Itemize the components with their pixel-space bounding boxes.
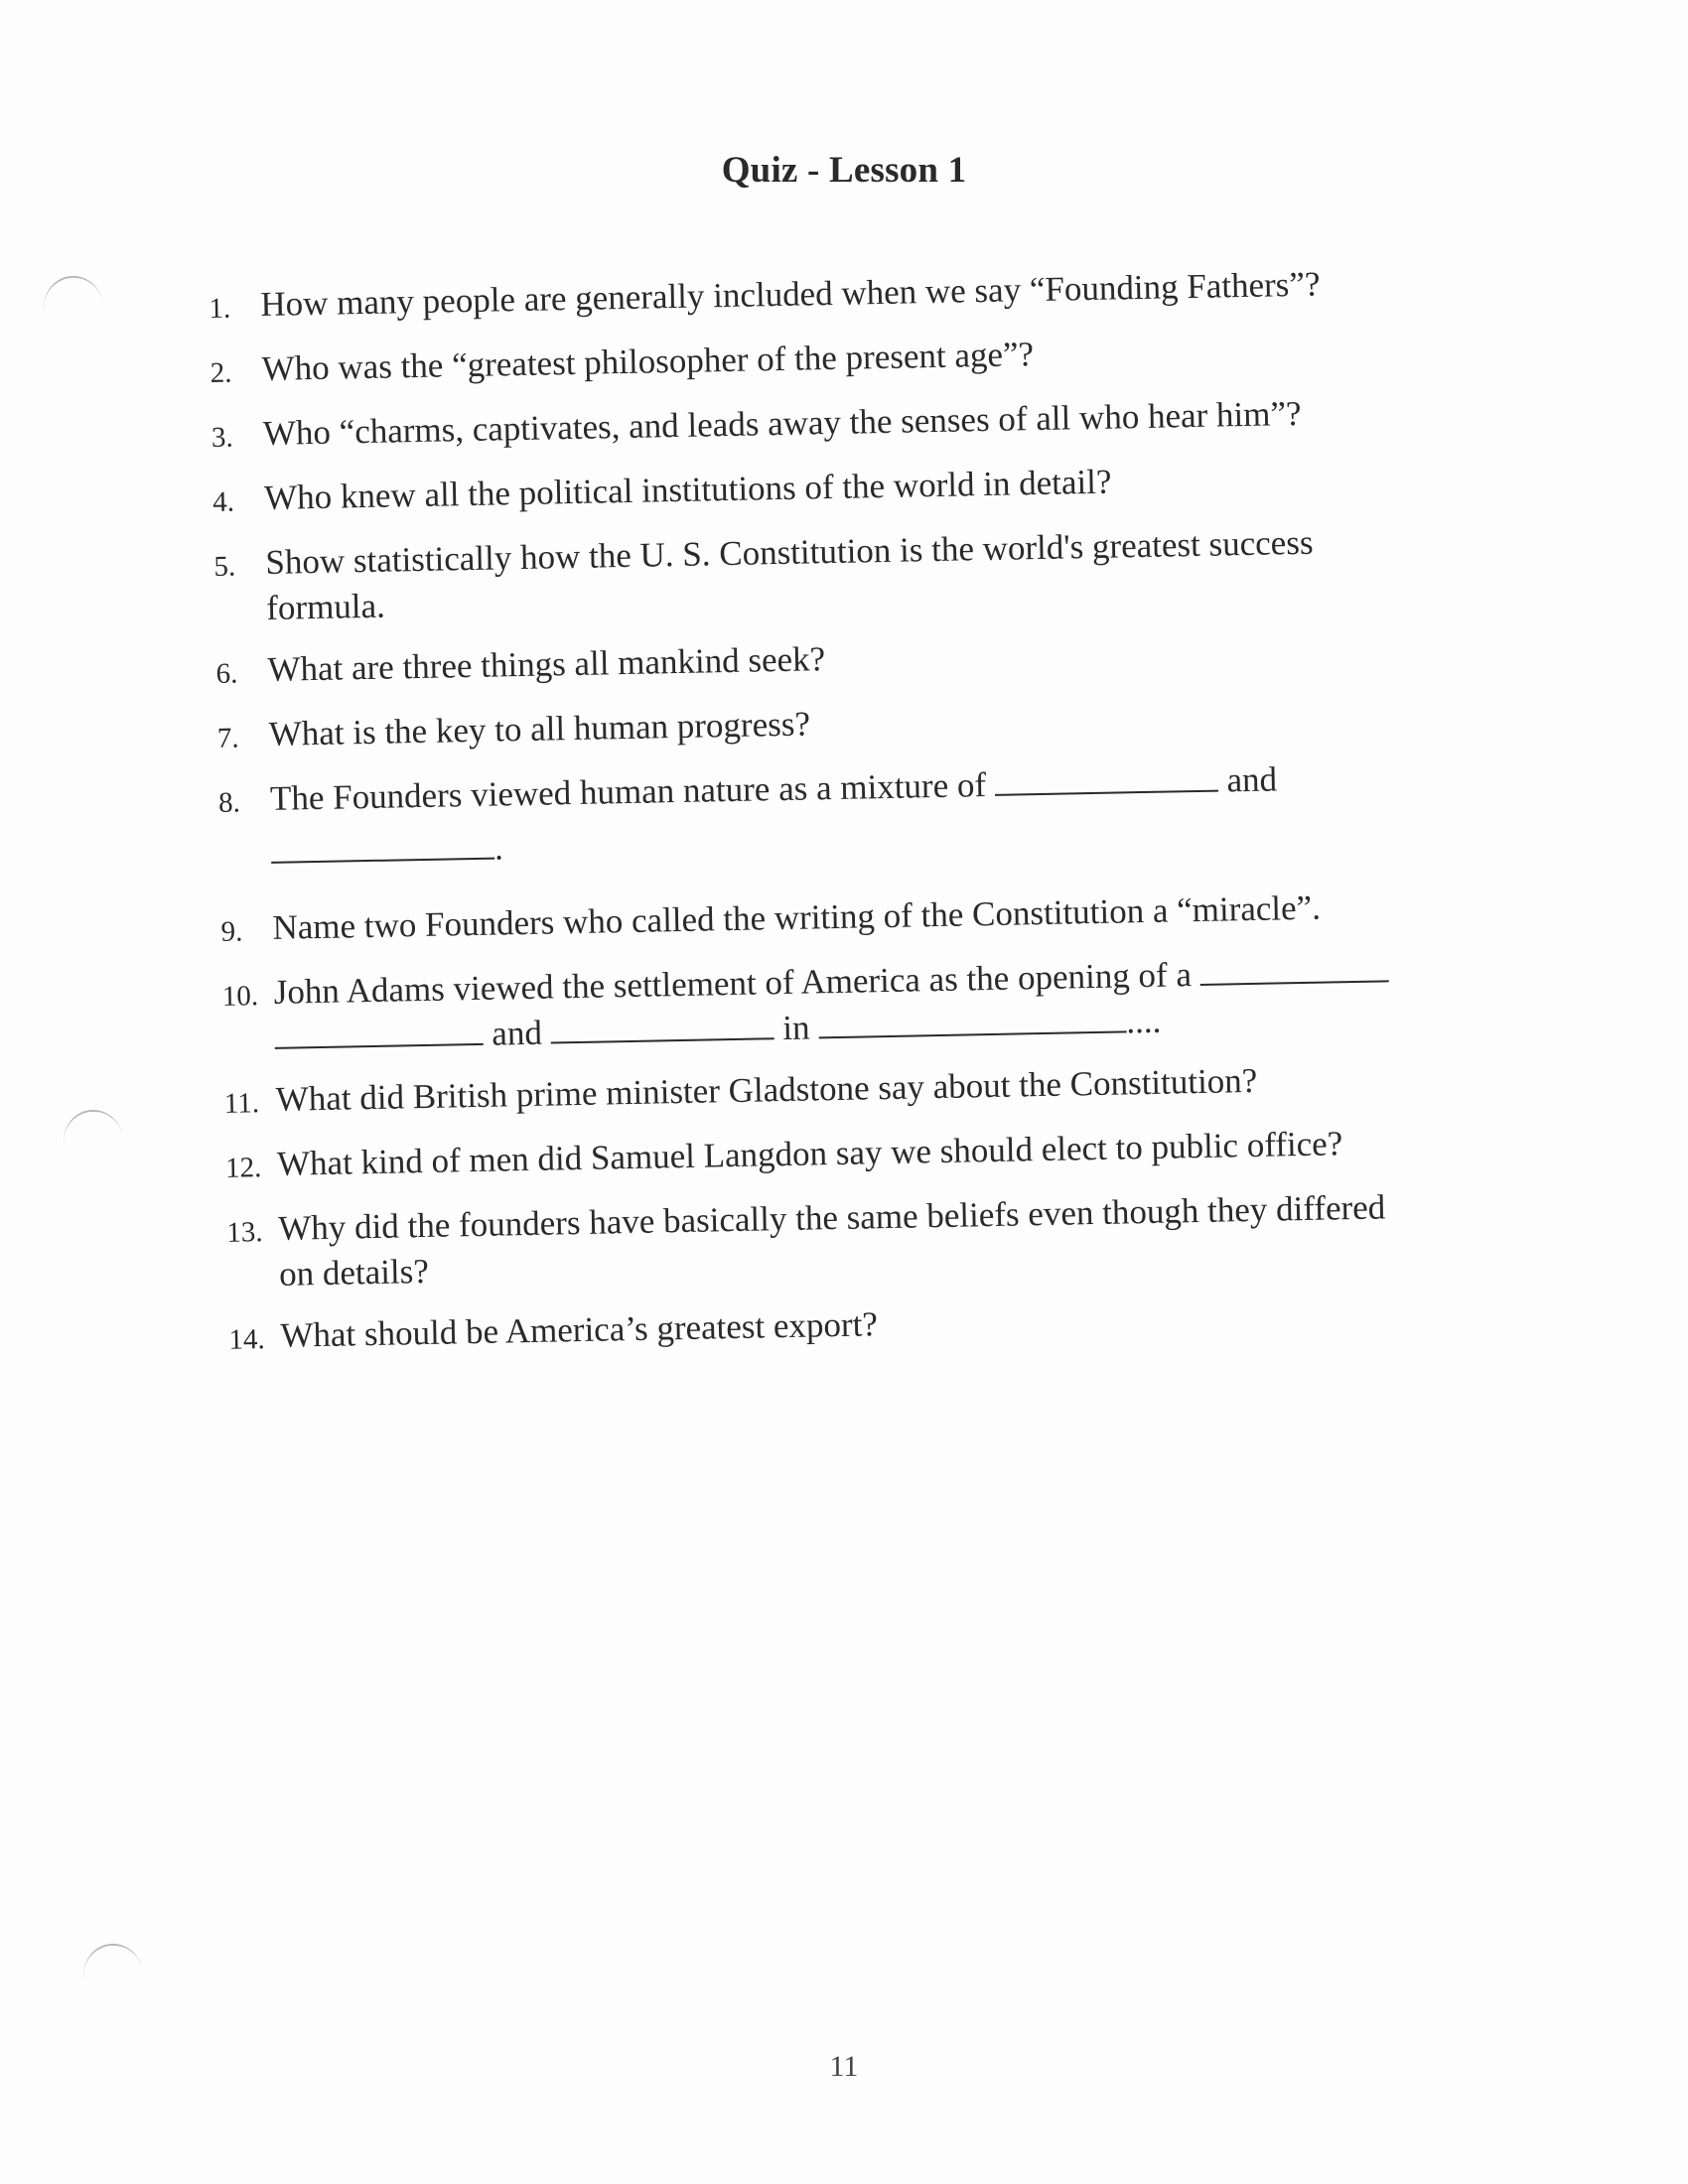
question-text: What kind of men did Samuel Langdon say we should elect to public office? [276,1124,1343,1183]
question-text-part: in [781,1008,810,1048]
question-12 [225,1118,1517,1191]
punch-hole-mark [40,272,103,312]
answer-blank[interactable] [271,828,495,864]
question-number: 1. [209,292,231,325]
question-text-part: .... [1125,1001,1162,1041]
question-text [270,752,1511,876]
question-8 [218,752,1511,877]
question-text: What should be America’s greatest export? [279,1304,879,1355]
question-text: What did British prime minister Gladstone say about the Constitution? [275,1060,1258,1119]
question-number: 14. [228,1323,265,1356]
punch-hole-mark [79,1940,143,1979]
question-10 [221,946,1514,1062]
question-4 [212,452,1504,525]
question-text-line: formula. [265,586,386,627]
question-3 [211,387,1502,461]
question-11 [223,1053,1515,1127]
question-14 [228,1290,1520,1363]
question-number: 2. [210,356,232,389]
question-text-part: and [491,1013,543,1053]
question-text [265,516,1506,631]
question-5 [213,516,1506,632]
question-number: 11. [223,1087,260,1120]
question-number: 6. [215,657,238,690]
question-text: What is the key to all human progress? [268,704,811,753]
question-6 [215,623,1507,697]
question-text-part: . [493,828,504,868]
question-text-part: and [1226,759,1278,800]
question-number: 4. [211,485,235,518]
question-number: 10. [221,980,259,1013]
question-text: Who knew all the political institutions of the world in detail? [263,462,1112,517]
question-text-line: on details? [278,1251,430,1294]
answer-blank[interactable] [1199,950,1389,986]
question-text: Name two Founders who called the writing of the Constitution a “miracle”. [272,887,1322,947]
question-number: 5. [213,550,236,583]
question-text-line: Why did the founders have basically the same beliefs even though they differed [277,1187,1386,1248]
question-text: What are three things all mankind seek? [267,639,826,689]
question-text [273,946,1514,1061]
question-9 [220,882,1512,955]
answer-blank[interactable] [994,760,1218,796]
answer-blank[interactable] [274,1014,484,1049]
question-number: 9. [220,915,243,948]
question-number: 8. [217,786,241,819]
page-number: 11 [829,2050,859,2083]
question-list [209,258,1520,1379]
question-7 [216,688,1508,761]
punch-hole-mark [60,1106,123,1146]
question-text-part: The Founders viewed human nature as a mixture of [269,765,987,818]
answer-blank[interactable] [818,1001,1127,1038]
question-number: 12. [224,1152,262,1184]
question-text-line: Show statistically how the U. S. Constitution is the world's greatest success [265,522,1314,582]
question-text: How many people are generally included when we say “Founding Fathers”? [260,264,1321,324]
question-text-part: John Adams viewed the settlement of America as the opening of a [273,955,1193,1012]
question-number: 7. [216,722,239,754]
question-13 [226,1182,1519,1298]
question-text: Who was the “greatest philosopher of the present age”? [261,335,1035,388]
question-1 [209,258,1500,332]
question-2 [210,323,1501,396]
question-number: 13. [226,1216,263,1249]
answer-blank[interactable] [550,1008,774,1043]
question-text [278,1182,1519,1297]
question-number: 3. [211,421,234,454]
question-text: Who “charms, captivates, and leads away the senses of all who hear him”? [262,393,1302,453]
page-title: Quiz - Lesson 1 [721,150,967,191]
